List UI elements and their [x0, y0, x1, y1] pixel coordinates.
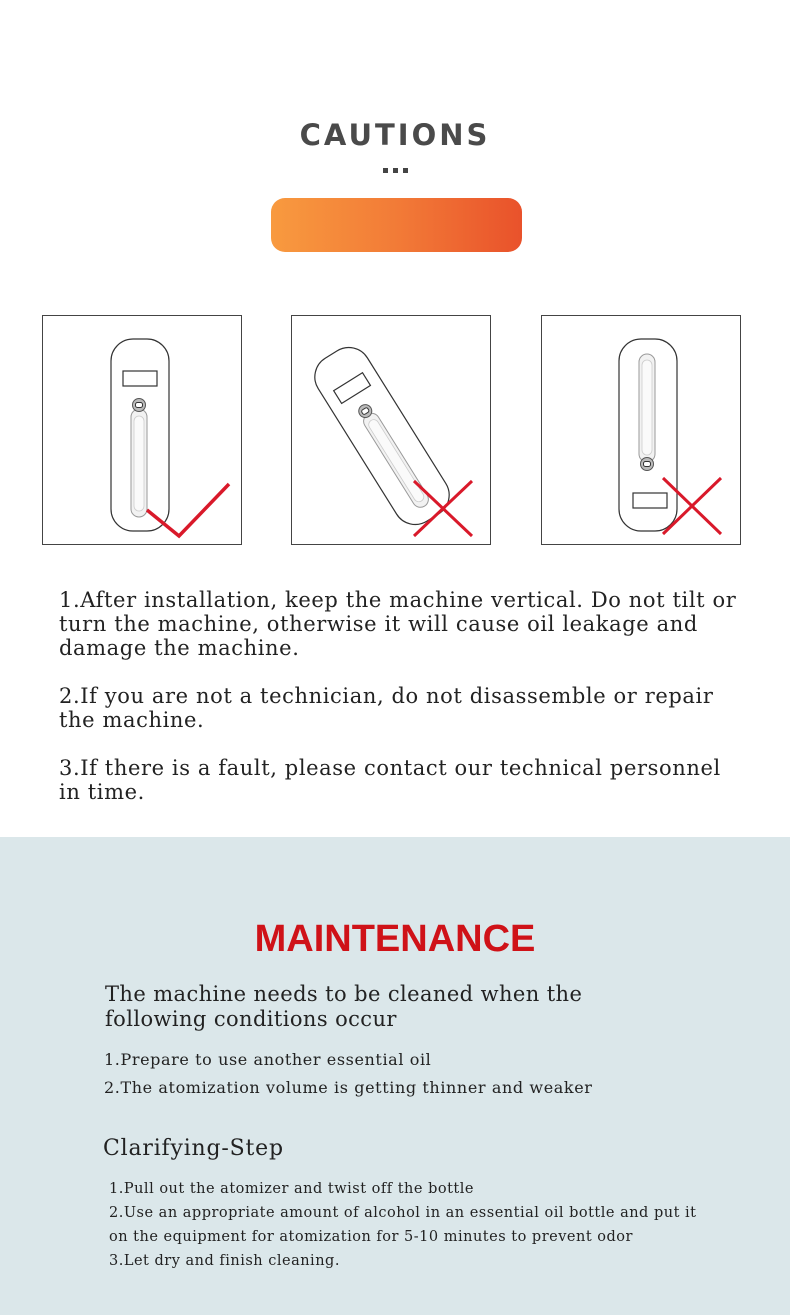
device-tilted-illustration: [292, 316, 490, 544]
panel-tilted-wrong: [291, 315, 491, 545]
step-line-2: 2.Use an appropriate amount of alcohol in an essential oil bottle and put it: [109, 1205, 697, 1221]
clarifying-step-title: Clarifying-Step: [103, 1136, 284, 1161]
condition-item-2: 2.The atomization volume is getting thinner and weaker: [104, 1078, 593, 1097]
panel-upside-down-wrong: [541, 315, 741, 545]
step-line-1: 1.Pull out the atomizer and twist off the bottle: [109, 1181, 474, 1197]
caution-item-2: 2.If you are not a technician, do not disassemble or repair the machine.: [59, 684, 714, 732]
maintenance-title: MAINTENANCE: [254, 918, 536, 960]
dot: [403, 168, 408, 173]
device-upright-illustration: [43, 316, 241, 544]
cautions-title: CAUTIONS: [299, 118, 491, 152]
condition-item-1: 1.Prepare to use another essential oil: [104, 1050, 432, 1069]
step-line-3: on the equipment for atomization for 5-10 minutes to prevent odor: [109, 1229, 633, 1245]
panel-upright-correct: [42, 315, 242, 545]
maintenance-intro: The machine needs to be cleaned when the following conditions occur: [105, 982, 583, 1031]
caution-item-1: 1.After installation, keep the machine vertical. Do not tilt or turn the machine, otherwise it will cause oil leakage and damage the machine.: [59, 588, 737, 660]
orange-decorative-bar: [271, 198, 522, 252]
device-upside-down-illustration: [542, 316, 740, 544]
step-line-4: 3.Let dry and finish cleaning.: [109, 1253, 340, 1269]
caution-item-3: 3.If there is a fault, please contact our technical personnel in time.: [59, 756, 721, 804]
dot: [383, 168, 388, 173]
title-dots: [383, 168, 408, 173]
dot: [393, 168, 398, 173]
